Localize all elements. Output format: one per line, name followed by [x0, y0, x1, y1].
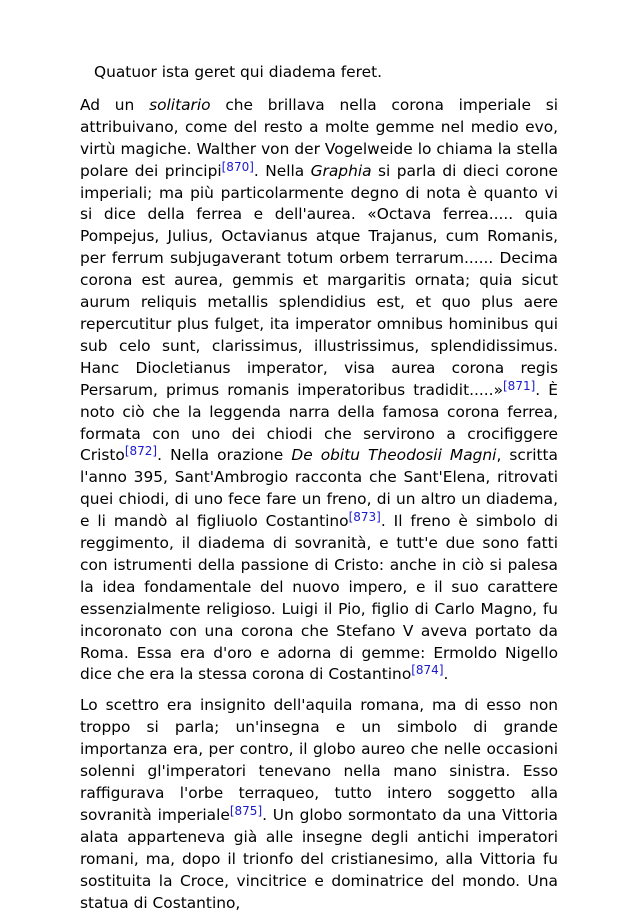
footnote-link-875[interactable]: [875]: [229, 803, 263, 818]
italic-graphia: Graphia: [310, 161, 372, 180]
italic-solitario: solitario: [149, 95, 211, 114]
text-run: . Nella: [253, 161, 311, 180]
footnote-link-872[interactable]: [872]: [124, 444, 158, 459]
text-run: . Il freno è simbolo di reggimento, il diadema di sovranità, e tutt'e due sono fatti con istrumenti della passione di Cristo: anche in ciò si palesa la idea fondamentale del nuovo impero, e il suo carattere essenzialmente religioso. Luigi il Pio, figlio di Carlo Magno, fu incoronato con una corona che Stefano V aveva portato da Roma. Essa era d'oro e adorna di gemme: Ermoldo Nigello dice che era la stessa corona di Costantino: [80, 512, 558, 684]
text-run: . È noto ciò che la leggenda narra della famosa corona ferrea, formata con uno dei chiodi che servirono a crocifiggere Cristo: [80, 380, 558, 465]
text-run: . Un globo sormontato da una Vittoria alata apparteneva già alle insegne degli antichi imperatori romani, ma, dopo il trionfo del cristianesimo, alla Vittoria fu sostituita la Croce, vincitrice e dominatrice del mondo. Una statua di Costantino,: [80, 805, 558, 912]
text-run: Ad un: [80, 95, 150, 114]
footnote-link-874[interactable]: [874]: [411, 663, 444, 678]
text-run: Lo scettro era insignito dell'aquila romana, ma di esso non troppo si parla; un'insegna e un simbolo di grande importanza era, per contro, il globo aureo che nelle occasioni solenni gl'imperatori tenevano nella mano sinistra. Esso raffigurava l'orbe terraqueo, tutto intero soggetto alla sovranità imperiale: [80, 696, 558, 824]
footnote-link-873[interactable]: [873]: [348, 510, 381, 525]
text-run: .: [443, 665, 449, 684]
page-content: [80, 62, 558, 923]
text-run: . Nella orazione: [157, 446, 292, 465]
footnote-link-871[interactable]: [871]: [503, 378, 536, 393]
italic-de-obitu: De obitu Theodosii Magni: [291, 446, 497, 465]
verse-line: Quatuor ista geret qui diadema feret.: [94, 63, 382, 81]
paragraph-2: [80, 695, 558, 914]
footnote-link-870[interactable]: [870]: [221, 159, 254, 174]
paragraph-1: [80, 95, 558, 686]
text-run: , scritta l'anno 395, Sant'Ambrogio racconta che Sant'Elena, ritrovati quei chiodi, di uno fece fare un freno, di un altro un diadema, e li mandò al figliuolo Costantino: [80, 446, 558, 531]
text-run: che brillava nella corona imperiale si attribuivano, come del resto a molte gemme nel medio evo, virtù magiche. Walther von der Vogelweide lo chiama la stella polare dei principi: [80, 95, 558, 180]
text-run: si parla di dieci corone imperiali; ma più particolarmente degno di nota è quanto vi si dice della ferrea e dell'aurea. «Octava ferrea..... quia Pompejus, Julius, Octavianus atque Trajanus, cum Romanis, per ferrum subjugaverant totum orbem terrarum...... Decima corona est aurea, gemmis et margaritis ornata; quia sicut aurum reliquis metallis splendidius est, et quo plus aere repercutitur plus fulget, ita imperator omnibus hominibus qui sub celo sunt, clarissimus, illustrissimus, splendidissimus. Hanc Diocletianus imperator, visa aurea corona regis Persarum, primus romanis imperatoribus tradidit.....»: [80, 161, 558, 399]
